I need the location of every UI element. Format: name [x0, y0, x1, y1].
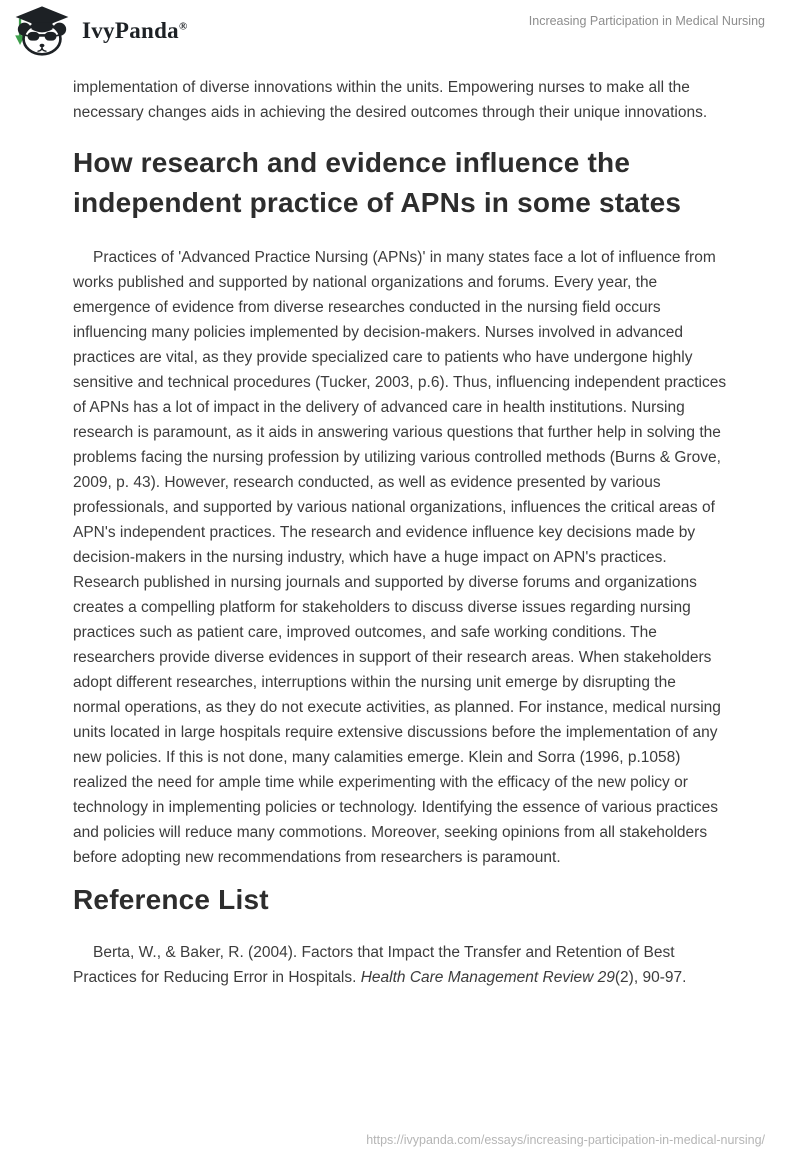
reference-text-prefix: Berta, W., & Baker, R. (2004). Factors that Impact the Transfer and Retention of Best Practices for Reducing Error in Hospitals. [73, 944, 675, 986]
page-header [0, 0, 800, 63]
reference-text-suffix: (2), 90-97. [614, 969, 687, 986]
reference-entry [73, 940, 727, 990]
brand-logo [13, 5, 188, 57]
source-url: https://ivypanda.com/essays/increasing-participation-in-medical-nursing/ [366, 1133, 765, 1147]
section-heading: How research and evidence influence the independent practice of APNs in some states [73, 147, 682, 218]
reference-journal-italic: Health Care Management Review 29 [360, 969, 615, 986]
ivypanda-panda-icon [13, 5, 71, 57]
running-head-title: Increasing Participation in Medical Nursing [528, 14, 765, 28]
brand-name-text: IvyPanda [82, 18, 179, 43]
reference-list-heading: Reference List [73, 884, 269, 915]
registered-trademark: ® [178, 20, 188, 33]
page-footer [366, 1133, 765, 1147]
brand-name [82, 18, 188, 44]
body-paragraph: Practices of 'Advanced Practice Nursing (APNs)' in many states face a lot of influence from works published and supported by national organizations and forums. Every year, the emergence of evidence from diverse researches conducted in the nursing field occurs influencing many policies implemented by decision-makers. Nurses involved in advanced practices are vital, as they provide specialized care to patients who have undergone highly sensitive and technical procedures (Tucker, 2003, p.6). Thus, influencing independent practices of APNs has a lot of impact in the delivery of advanced care in health institutions. Nursing research is paramount, as it aids in answering various questions that further help in solving the problems facing the nursing profession by utilizing various controlled methods (Burns & Grove, 2009, p. 43). However, research conducted, as well as evidence presented by various professionals, and supported by various national organizations, influences the critical areas of APN's independent practices. The research and evidence influence key decisions made by decision-makers in the nursing industry, which have a huge impact on APN's practices. Research published in nursing journals and supported by diverse forums and organizations creates a compelling platform for stakeholders to discuss diverse issues regarding nursing practices such as patient care, improved outcomes, and safe working conditions. The researchers provide diverse evidences in support of their research areas. When stakeholders adopt different researches, interruptions within the nursing unit emerge by disrupting the normal operations, as they do not execute activities, as planned. For instance, medical nursing units located in large hospitals require extensive discussions before the implementation of any new policies. If this is not done, many calamities emerge. Klein and Sorra (1996, p.1058) realized the need for ample time while experimenting with the efficacy of the new policy or technology in implementing policies or technology. Identifying the essence of various practices and policies will reduce many commotions. Moreover, seeking opinions from all stakeholders before adopting new recommendations from researchers is paramount. [73, 249, 727, 866]
intro-paragraph: implementation of diverse innovations within the units. Empowering nurses to make all the necessary changes aids in achieving the desired outcomes through their unique innovations. [73, 79, 708, 121]
essay-content [0, 75, 800, 990]
